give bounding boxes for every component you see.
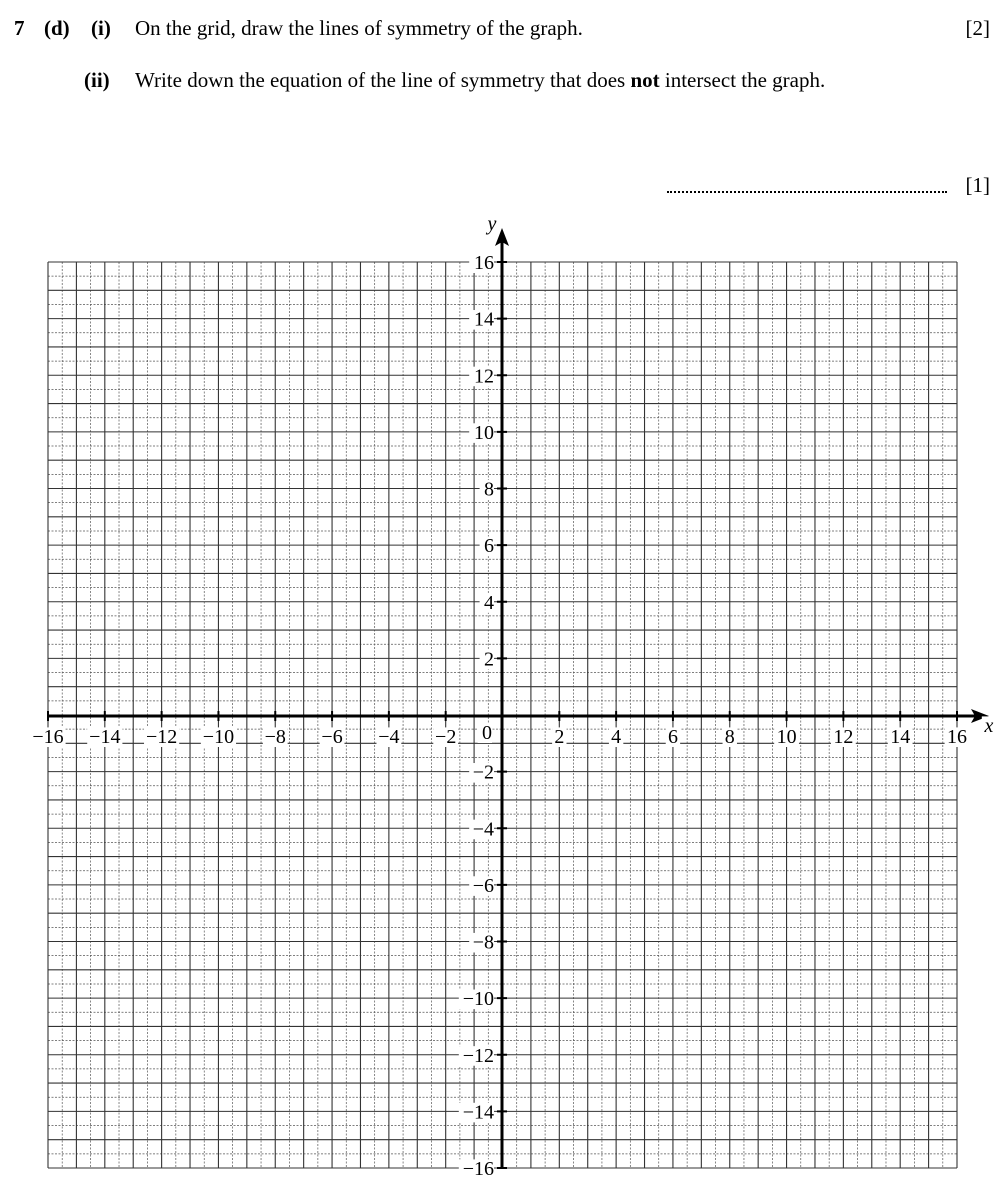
x-tick-label: 8 <box>724 726 735 748</box>
y-tick-label: 14 <box>474 308 494 331</box>
y-tick-label: 16 <box>474 252 494 274</box>
subpart-ii-text-before: Write down the equation of the line of symmetry that does <box>135 68 631 92</box>
y-tick-label: 4 <box>484 591 494 614</box>
subpart-ii-text-bold: not <box>630 68 660 92</box>
y-tick-label: −6 <box>472 874 494 897</box>
y-axis-name: y <box>487 213 497 235</box>
y-tick-label: 6 <box>484 535 494 558</box>
x-tick-label: −16 <box>32 726 64 748</box>
subpart-ii-label: (ii) <box>84 68 110 92</box>
y-tick-label: −12 <box>462 1044 494 1067</box>
y-tick-label: −4 <box>472 818 494 841</box>
x-tick-label: −4 <box>378 726 400 748</box>
subpart-ii-marks: [1] <box>965 173 990 197</box>
question-number: 7 <box>14 16 25 40</box>
y-tick-label: −8 <box>472 931 494 954</box>
x-tick-label: 16 <box>947 726 967 748</box>
y-tick-label: 2 <box>484 648 494 671</box>
x-tick-label: −6 <box>321 726 343 748</box>
x-tick-label: −10 <box>202 726 235 748</box>
y-tick-label: 10 <box>474 421 494 444</box>
x-tick-label: 2 <box>554 726 565 748</box>
x-tick-label: 10 <box>776 726 797 748</box>
axis-labels <box>30 213 996 1180</box>
y-tick-label: −16 <box>462 1158 494 1180</box>
origin-label: 0 <box>482 722 492 744</box>
subpart-ii-text-after: intersect the graph. <box>659 68 826 92</box>
x-tick-label: 14 <box>890 726 911 748</box>
x-tick-label: −2 <box>435 726 457 748</box>
x-tick-label: 4 <box>611 726 622 748</box>
subpart-i-marks: [2] <box>965 16 990 40</box>
x-axis-name: x <box>984 715 994 737</box>
subpart-i-label: (i) <box>91 16 111 40</box>
x-tick-label: 12 <box>833 726 854 748</box>
subpart-i-text: On the grid, draw the lines of symmetry of the graph. <box>135 16 583 40</box>
x-tick-label: −14 <box>89 726 121 748</box>
question-part: (d) <box>44 16 70 40</box>
x-tick-label: −12 <box>145 726 178 748</box>
y-tick-label: −14 <box>462 1101 494 1124</box>
y-tick-label: 12 <box>474 365 494 388</box>
x-tick-label: 6 <box>667 726 678 748</box>
axes <box>48 228 989 1168</box>
x-tick-label: −8 <box>264 726 286 748</box>
y-tick-label: 8 <box>484 478 494 501</box>
y-tick-label: −2 <box>472 761 494 784</box>
y-tick-label: −10 <box>462 988 494 1011</box>
